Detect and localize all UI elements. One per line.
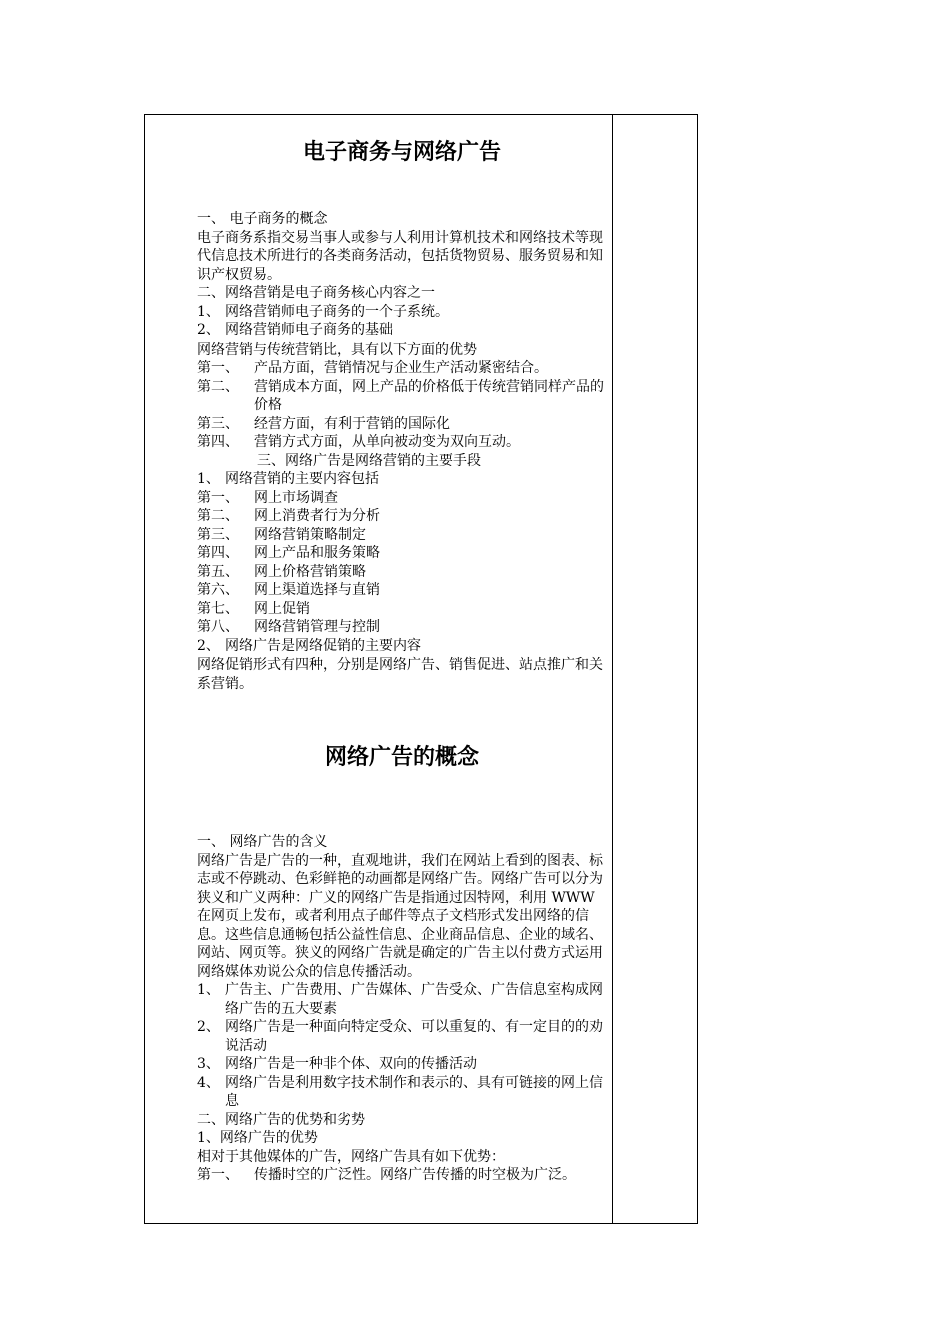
item-label: 1、 xyxy=(197,303,220,320)
numbered-item xyxy=(197,1018,607,1055)
item-text: 网络营销管理与控制 xyxy=(254,619,380,635)
item-label: 第六、 xyxy=(197,582,239,598)
item-text: 网络广告是网络促销的主要内容 xyxy=(225,637,421,654)
numbered-item xyxy=(197,321,607,340)
item-label: 第四、 xyxy=(197,545,239,561)
item-text: 营销成本方面，网上产品的价格低于传统营销同样产品的价格 xyxy=(254,378,604,413)
heading: 三、网络广告是网络营销的主要手段 xyxy=(257,452,481,469)
section-title: 电子商务与网络广告 xyxy=(302,140,501,165)
item-text: 网上消费者行为分析 xyxy=(254,508,380,524)
item-text: 产品方面，营销情况与企业生产活动紧密结合。 xyxy=(254,360,548,376)
item-label: 第五、 xyxy=(197,563,239,580)
item-text: 网络营销策略制定 xyxy=(254,526,366,543)
list-item xyxy=(197,600,607,619)
numbered-item xyxy=(197,303,607,322)
paragraph: 网络促销形式有四种，分别是网络广告、销售促进、站点推广和关系营销。 xyxy=(197,657,603,692)
list-item xyxy=(197,415,607,434)
item-label: 第二、 xyxy=(197,378,239,395)
item-text: 网络营销的主要内容包括 xyxy=(225,471,379,487)
item-label: 第四、 xyxy=(197,434,239,450)
paragraph: 相对于其他媒体的广告，网络广告具有如下优势： xyxy=(197,1148,505,1165)
heading: 一、 电子商务的概念 xyxy=(197,211,328,227)
item-text: 传播时空的广泛性。网络广告传播的时空极为广泛。 xyxy=(254,1167,576,1183)
item-label: 4、 xyxy=(197,1074,220,1091)
list-item xyxy=(197,544,607,563)
item-label: 第二、 xyxy=(197,508,239,524)
list-item xyxy=(197,526,607,545)
list-item xyxy=(197,359,607,378)
item-label: 第七、 xyxy=(197,600,239,617)
numbered-item xyxy=(197,637,607,656)
paragraph: 网络广告是广告的一种，直观地讲，我们在网站上看到的图表、标志或不停跳动、色彩鲜艳的动画都是网络广告。网络广告可以分为狭义和广义两种：广义的网络广告是指通过因特网，利用 WWW 在网页上发布，或者利用点子邮件等点子文档形式发出网络的信息。这些信息通畅包括公益性信息、企业商品信息、企业的域名、网站、网页等。狭义的网络广告就是确定的广告主以付费方式运用网络媒体劝说公众的信息传播活动。 xyxy=(197,852,603,980)
item-label: 2、 xyxy=(197,637,220,654)
numbered-item xyxy=(197,1074,607,1111)
item-label: 1、 xyxy=(197,982,220,998)
list-item xyxy=(197,563,607,582)
item-label: 第一、 xyxy=(197,360,239,376)
list-item xyxy=(197,618,607,637)
item-text: 网络广告是利用数字技术制作和表示的、具有可链接的网上信息 xyxy=(225,1074,603,1109)
item-text: 网上市场调查 xyxy=(254,489,338,506)
list-item xyxy=(197,507,607,526)
item-text: 网络广告是一种面向特定受众、可以重复的、有一定目的的劝说活动 xyxy=(225,1019,603,1054)
item-text: 网络营销师电子商务的一个子系统。 xyxy=(225,303,449,320)
heading: 二、网络营销是电子商务核心内容之一 xyxy=(197,285,435,301)
list-item xyxy=(197,1166,607,1185)
item-label: 第三、 xyxy=(197,415,239,432)
item-label: 第一、 xyxy=(197,1167,239,1183)
item-label: 2、 xyxy=(197,1019,220,1035)
list-item xyxy=(197,378,607,415)
item-text: 网上渠道选择与直销 xyxy=(254,582,380,598)
item-label: 第八、 xyxy=(197,619,239,635)
table-column-divider xyxy=(612,114,613,1224)
section-title: 网络广告的概念 xyxy=(324,745,479,770)
document-content xyxy=(197,138,607,1185)
item-text: 营销方式方面，从单向被动变为双向互动。 xyxy=(254,434,520,450)
list-item xyxy=(197,433,607,452)
heading: 一、 网络广告的含义 xyxy=(197,834,328,850)
item-text: 网上促销 xyxy=(254,600,310,617)
item-label: 2、 xyxy=(197,322,220,338)
paragraph: 网络营销与传统营销比，具有以下方面的优势 xyxy=(197,341,477,358)
item-label: 第一、 xyxy=(197,489,239,506)
item-label: 1、 xyxy=(197,471,220,487)
numbered-item xyxy=(197,470,607,489)
list-item xyxy=(197,489,607,508)
numbered-item xyxy=(197,981,607,1018)
item-text: 经营方面，有利于营销的国际化 xyxy=(254,415,450,432)
item-text: 广告主、广告费用、广告媒体、广告受众、广告信息室构成网络广告的五大要素 xyxy=(225,982,603,1017)
heading: 二、网络广告的优势和劣势 xyxy=(197,1111,365,1128)
item-label: 3、 xyxy=(197,1056,220,1072)
paragraph: 电子商务系指交易当事人或参与人利用计算机技术和网络技术等现代信息技术所进行的各类商务活动，包括货物贸易、服务贸易和知识产权贸易。 xyxy=(197,229,603,283)
item-text: 网络广告是一种非个体、双向的传播活动 xyxy=(225,1056,477,1072)
item-text: 网络营销师电子商务的基础 xyxy=(225,322,393,338)
heading: 1、网络广告的优势 xyxy=(197,1130,318,1146)
numbered-item xyxy=(197,1055,607,1074)
item-text: 网上价格营销策略 xyxy=(254,563,366,580)
item-label: 第三、 xyxy=(197,526,239,543)
item-text: 网上产品和服务策略 xyxy=(254,545,380,561)
list-item xyxy=(197,581,607,600)
